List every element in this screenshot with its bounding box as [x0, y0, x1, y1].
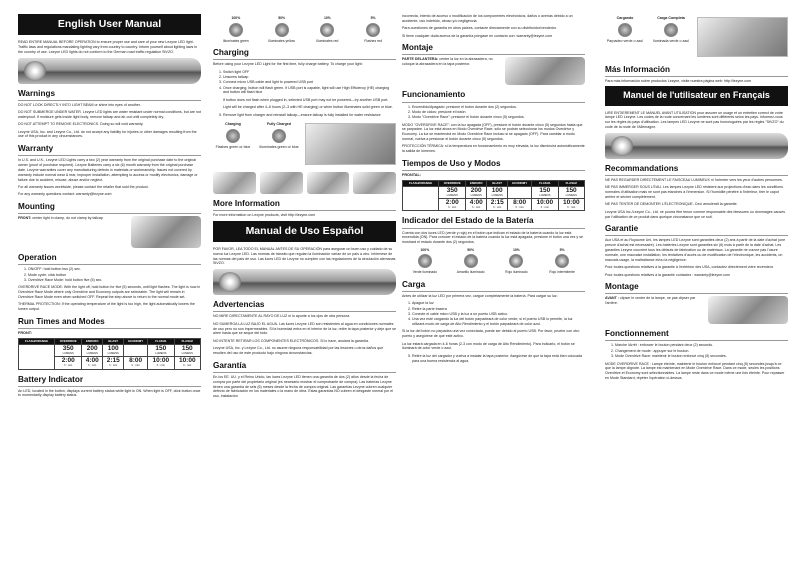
montaje-block — [402, 57, 585, 85]
carga-step: 4. Una vez esté cargando la luz del botón parpadeará de color verde; si el puerto USB lo permite, la luz utilizará modo de carga de Alto Rendimiento y el botón parpadeará de color azul. — [412, 317, 585, 327]
time-value: 8:00 — [513, 198, 527, 206]
mode-cell: OVERDRIVE — [55, 339, 82, 345]
light-50: 50% Illuminates yellow — [268, 16, 295, 43]
led-icon — [275, 23, 289, 37]
charged-state: Illuminates green or blue — [259, 144, 299, 149]
mode-cell: OVERDRIVE — [439, 181, 466, 187]
charging-step: 4. Once charging, button will flash green. If USB port is capable, light will use High Efficiency (HE) charging and button will flash blue — [223, 86, 396, 96]
mode-cell: FLASH/ORANGE — [403, 181, 439, 187]
mounting-heading: Mounting — [18, 201, 201, 214]
led-icon — [418, 254, 432, 268]
func-overdrive: MODO "OVERDRIVE RACE": con la luz apagada (OFF), presione el botón durante cinco (5) segundos hasta que se parpadee. La luz está ahora en Modo Overdrive Race, sólo se podrán seleccionar los modos Overdrive y Economy. La luz se mantendrá en Modo Overdrive Race incluso si se apagado (OFF). Para cambiar a modo normal, vuelva a presionar el botón durante cinco (5) segundos. — [402, 122, 583, 142]
recommandation: NE PAS IMMERGER SOUS L'EAU. Les lampes Lezyne LED résistent aux projections d'eau dans les conditions normales d'utilisation mais ne sont pas étanches à l'immersion. Si l'humidité pénètre à l'intérieur, tirer le capot arrière et sécher complètement. — [605, 185, 783, 200]
time-value: 8:00 — [129, 356, 143, 364]
charging-heading: Charging — [213, 47, 396, 60]
led-icon — [366, 23, 380, 37]
montaje-heading: Montaje — [402, 42, 585, 55]
time-value: 10:00 — [152, 356, 170, 364]
indicador-heading: Indicador del Estado de la Batería — [402, 215, 585, 228]
time-value: 10:00 — [178, 356, 196, 364]
light-illustration — [213, 269, 396, 295]
warning-2: DO NOT SUBMERGE UNDER WATER. Lezyne LED lights are water resistant under normal conditions, but are not waterproof. If moisture gets inside light body, remove tailcap and air-out until completely dry. — [18, 110, 201, 119]
tiempos-table — [402, 180, 585, 211]
montaje-label: PARTE DELANTERA: — [402, 57, 439, 62]
light-5: 5% Flashes red — [364, 16, 382, 43]
lumen-value: 200 — [470, 186, 482, 194]
time-unit: h : min — [109, 364, 118, 368]
mounting-block — [18, 216, 201, 248]
luz-50: 50% Amarillo iluminado — [456, 247, 485, 275]
lumen-value: 150 — [181, 344, 193, 352]
led-icon — [618, 23, 632, 37]
charging-state: Flashes green or blue — [215, 144, 251, 149]
charging-steps-2 — [223, 113, 396, 118]
warning-3: DO NOT ATTEMPT TO REMOVE ELECTRONICS. Doing so will void warranty. — [18, 122, 144, 127]
charging-intro: Before using your Lezyne LED Light for the first time, fully charge battery. To charge your light: — [213, 62, 363, 67]
column-four — [605, 14, 788, 383]
luz-5: 5% Rojo intermitente — [549, 247, 575, 275]
charging-step: 3. Connect micro USB cable and light to powered USB port — [223, 80, 396, 85]
led-icon — [464, 254, 478, 268]
operation-heading: Operation — [18, 252, 201, 265]
mode-cell: FLASH2 — [558, 181, 584, 187]
battery-lights-en — [213, 16, 396, 43]
strap-illustrations — [213, 172, 396, 194]
funcionamiento-heading: Funcionamiento — [402, 89, 585, 102]
mode-cell: ENDURO — [466, 181, 487, 187]
flash-cell — [403, 187, 439, 211]
lumen-value: 150 — [539, 186, 551, 194]
charging-label: Charging — [225, 121, 241, 126]
mount-front-text: center light in clamp, do not clamp by tailcap — [32, 216, 103, 221]
montage-block — [605, 296, 788, 324]
time-unit: h : min — [472, 206, 481, 210]
thermal-text: THERMAL PROTECTION: If the operating temperature of the light is too high, the light automatically lowers the lumen output. — [18, 302, 195, 312]
lumen-unit: LUMENS — [539, 194, 551, 198]
operation-steps — [28, 267, 201, 283]
warnings-heading: Warnings — [18, 88, 201, 101]
montage-illustration — [708, 296, 788, 324]
english-column — [18, 14, 201, 401]
led-icon — [320, 23, 334, 37]
mount-front-label: FRONT: — [18, 216, 32, 221]
column-three — [402, 14, 585, 366]
time-unit: h : min — [131, 364, 140, 368]
mode-cell: BLAST — [103, 339, 124, 345]
strap-image — [213, 172, 256, 194]
mode-cell: ECONOMY — [508, 181, 532, 187]
time-value: 2:00 — [445, 198, 459, 206]
completa-state: Iluminada verde o azul — [652, 38, 690, 43]
fonctionnement-heading: Fonctionnement — [605, 328, 788, 341]
carga-intro: Antes de utilizar la luz LED por primera vez, cargue completamente la batería. Para cargar su luz: — [402, 293, 558, 298]
light-illustration — [605, 133, 788, 159]
operation-step: 2. Mode cycle: click button — [28, 273, 201, 278]
lumen-value: 200 — [86, 344, 98, 352]
func-step: 1. Encendido/Apagado: presione el botón durante dos (2) segundos. — [412, 105, 585, 110]
time-unit: h : min — [567, 206, 576, 210]
runtimes-table — [18, 338, 201, 369]
lumen-value: 150 — [155, 344, 167, 352]
lumen-unit: LUMENS — [155, 352, 167, 356]
charging-step: 5. Remove light from charger and reinstall tailcap—ensure tailcap is fully installed for water resistance — [223, 113, 396, 118]
cargando-state: Parpadeo verde o azul — [606, 38, 644, 43]
warranty-heading: Warranty — [18, 143, 201, 156]
garantia-heading: Garantía — [213, 360, 396, 373]
tiempos-heading: Tiempos de Uso y Modos — [402, 158, 585, 171]
advertencias-heading: Advertencias — [213, 299, 396, 312]
spanish-title: Manual de Uso Español — [213, 221, 396, 242]
strap-image — [260, 172, 303, 194]
garantie-3: Pour toutes questions relatives à la garantie contactez : warranty@lezyne.com — [605, 272, 730, 277]
carga-steps-2 — [412, 354, 585, 364]
luz-100: 100% Verde iluminado — [412, 247, 438, 275]
lumen-unit: LUMENS — [491, 194, 503, 198]
mode-cell: FLASH1 — [148, 339, 174, 345]
operation-step: 1. ON/OFF: hold button two (2) sec. — [28, 267, 201, 272]
french-title: Manuel de l'utilisateur en Français — [605, 86, 788, 105]
lumen-unit: LUMENS — [62, 352, 74, 356]
func-step: 2. Modo de ciclos: presione el botón — [412, 110, 585, 115]
charging-note-2: Light will be charged after 4–6 hours (2–3 with HE charging) or when button illuminates solid green or blue. — [223, 105, 393, 110]
light-100: 100% Illuminates green — [222, 16, 249, 43]
lumen-unit: LUMENS — [565, 194, 577, 198]
carga-note-1: Si la luz del botón no parpadea una vez conectada, puede ser debido al puerto USB. Por favor, pruebe con otro puerto y asegúrese de que esté activo. — [402, 329, 580, 339]
lumen-unit: LUMENS — [470, 194, 482, 198]
battery-text: An LED, located in the button, displays current battery status while light is ON. When light is OFF, click button once to momentarily display battery status. — [18, 388, 201, 398]
french-intro: LIRE ENTIEREMENT LE MANUEL AVANT UTILISATION pour assurer un usage et un entretien correct de votre lampe LED Lezyne. Les codes de la route concernant les lumières sont différents selon les pays. Informez-vous sur les règles du pays d'utilisation. Les lampes LED Lezyne ne sont pas homologuées par les règles "StVZO" du code de la route de l'Allemagne. — [605, 110, 784, 130]
time-value: 2:15 — [490, 198, 504, 206]
more-info-text: For more information on Lezyne products, visit http://lezyne.com — [213, 212, 316, 217]
recommandation: NE PAS TENTER DE DEMONTER L'ÉLECTRONIQUE. Ceci annulerait la garantie. — [605, 202, 738, 207]
completa-label: Carga Completa — [657, 16, 685, 20]
time-value: 2:15 — [106, 356, 120, 364]
garantia-1: En los EE. UU. y el Reino Unido, las luces Lezyne LED tienen una garantía de dos (2) años desde la fecha de compra por parte del propietario original (es necesario mostrar el comprobante de compra). Las baterías Lezyne tienen una garantía de seis (6) meses desde la fecha de compra original. Las garantías Lezyne cubren cualquier defecto de fabricación en los materiales o la mano de obra. Estas garantías NO cubren el desgaste normal por el uso, instalación — [213, 374, 393, 399]
time-unit: h : min — [493, 206, 502, 210]
montage-label: AVANT : — [605, 296, 620, 301]
fonc-step: 2. Changement de mode : appuyer sur le bouton. — [615, 349, 788, 354]
warranty-1: In U.S. and U.K., Lezyne LED Lights carry a two (2) year warranty from the original purchase date to the original owner (proof of purchase required). Lezyne Batteries carry a six (6) month warranty from the original purchase date. Lezyne warranties cover any manufacturing defects in materials or workmanship. Issues not covered by warranty include normal wear & tear, improper installation, attempting to access or modify electronics, damage or failure due to accident, misuse, abuse and/or neglect. — [18, 158, 198, 182]
led-icon — [664, 23, 678, 37]
montaje-illustration — [505, 57, 585, 85]
time-unit: h : min — [88, 364, 97, 368]
fonctionnement-steps — [615, 343, 788, 359]
strap-image — [353, 172, 396, 194]
mode-cell: ENDURO — [82, 339, 103, 345]
lumen-value: 350 — [446, 186, 458, 194]
fonc-step: 3. Mode Overdrive Race: maintenir le bouton enfoncé cinq (5) secondes. — [615, 354, 788, 359]
time-value: 10:00 — [562, 198, 580, 206]
spanish-intro: POR FAVOR, LEA TODO EL MANUAL ANTES DE SU OPERACIÓN para asegurar un buen uso y cuidado de su nueva luz Lezyne LED. Las normas de tránsito que regulan la iluminación varían de un país a otro. Infórmese de las normas del país de uso. Las luces LED de Lezyne no cumplen con las regulaciones de la circulación alemanas StVZO. — [213, 246, 396, 266]
mount-illustration — [131, 216, 201, 248]
advertencia: Lezyne USA, Inc. y Lezyne Co., Ltd. no asume ninguna responsabilidad por las lesiones u otros daños que resulten del uso de este producto bajo ninguna circunstancias. — [213, 346, 384, 355]
garantia-3: Para cuestiones de garantía en otros países, contacte directamente con su distribuidor/vendedor. — [402, 26, 557, 31]
led-icon — [226, 129, 240, 143]
time-unit: h : min — [64, 364, 73, 368]
carga-illustrations — [605, 14, 788, 60]
time-value: 10:00 — [536, 198, 554, 206]
time-unit: h : min — [515, 206, 524, 210]
lumen-value: 350 — [62, 344, 74, 352]
tiempos-front-label: FRONTAL: — [402, 173, 422, 178]
garantia-4: Si tiene cualquier duda acerca de la garantía póngase en contacto con: warranty@lezyne.com — [402, 33, 553, 38]
flash-cell — [19, 345, 55, 369]
func-step: 3. Modo "Overdrive Race": presione el botón durante cinco (5) segundos. — [412, 115, 585, 120]
english-title: English User Manual — [18, 14, 201, 35]
lumen-value: 100 — [491, 186, 503, 194]
carga-step: 5. Retire la luz del cargador y vuelva a instalar la tapa posterior. Asegúrese de que la tapa está bien colocada para una buena resistencia al agua. — [412, 354, 585, 364]
mode-cell: FLASH/ORANGE — [19, 339, 55, 345]
func-thermal: PROTECCIÓN TÉRMICA: si la temperatura en funcionamiento es muy elevada, la luz disminuirá automáticamente la salida de lúmenes. — [402, 144, 585, 154]
empty-cell — [124, 345, 148, 357]
time-unit: h : min — [448, 206, 457, 210]
mas-info-heading: Más Información — [605, 64, 788, 77]
usb-charging-photo — [305, 123, 396, 165]
operation-step: 3. Overdrive Race Mode: hold button five (5) sec. — [28, 278, 201, 283]
garantie-2: Pour toutes questions relatives à la garantie à l'extérieur des USA, contactez directement votre revendeur. — [605, 265, 774, 270]
runtimes-heading: Run Times and Modes — [18, 316, 201, 329]
english-intro: READ ENTIRE MANUAL BEFORE OPERATION to ensure proper use and care of your new Lezyne LED light. Traffic laws and regulations mandating lighting vary from country to country. Inform yourself about lighting laws in the country of use. Lezyne LED lights do not conform to the German road traffic regulation StVZO. — [18, 40, 198, 54]
fonc-overdrive: MODE OVERDRIVE RACE : Lampe éteinte, maintenir le bouton enfoncé pendant cinq (5) secondes jusqu'à ce que la lampe clignote. La lampe est maintenant en Mode Overdrive Race. Dans ce mode, seules les positions Overdrive et Economy sont sélectionnables. La lampe reste dans ce mode même une fois éteinte. Pour repasser en Mode Standard, répéter l'opération ci-dessus. — [605, 361, 785, 381]
column-two — [213, 14, 396, 402]
lumen-unit: LUMENS — [86, 352, 98, 356]
light-10: 10% Illuminates red — [316, 16, 339, 43]
overdrive-text: OVERDRIVE RACE MODE: With the light off, hold button for five (5) seconds, until light flashes. The light is now in Overdrive Race Mode where only Overdrive and Economy outputs are selectable. The light will remain in Overdrive Race Mode even when switched OFF. Repeat the step above to return to the normal mode set. — [18, 285, 201, 300]
charge-states — [213, 122, 299, 150]
charging-note-1: If button does not flash when plugged in, selected USB port may not be powered—try another USB port. — [223, 97, 389, 102]
time-value: 4:00 — [469, 198, 483, 206]
indicador-text: Cuenta con dos luces LED (verde y roja) en el botón que indican el estado de la batería cuando la luz está encendida (ON). Para conocer el estado de la batería cuando la luz está apagada, presione el botón una vez y se mostrará el estado durante dos (2) segundos. — [402, 230, 584, 245]
advertencia: NO MIRE DIRECTAMENTE AL RAYO DE LUZ ni lo apunte a los ojos de otra persona. — [213, 314, 351, 319]
battery-lights-es — [402, 248, 585, 275]
recommandations-heading: Recommandations — [605, 163, 788, 176]
recommandation: Lezyne USA Inc./Lezyne Co., Ltd. ne pourra être tenue comme responsable des blessures ou dommages causés par l'utilisation de ce produit dans quelque circonstance que ce soit. — [605, 209, 785, 219]
mode-cell: ECONOMY — [124, 339, 148, 345]
lumen-unit: LUMENS — [446, 194, 458, 198]
battery-heading: Battery Indicator — [18, 374, 201, 387]
montage-text: clipser le centre de la lampe, ne pas clipser par l'arrière. — [605, 296, 696, 306]
garantie-heading: Garantie — [605, 223, 788, 236]
advertencia: NO SUMERGA LA LUZ BAJO EL AGUA. Las luces Lezyne LED son resistentes al agua en condiciones normales de uso pero no son impermeables. Si la humedad entra en el interior de la luz, retire la tapa posterior y deje que se airee hasta que se seque del todo. — [213, 321, 396, 336]
warning-1: DO NOT LOOK DIRECTLY INTO LIGHT BEAM or shine into eyes of another. — [18, 102, 141, 107]
time-unit: h : min — [156, 364, 165, 368]
warranty-3: For any warranty questions contact: warranty@lezyne.com — [18, 192, 112, 197]
charging-step: 2. Unscrew tailcap — [223, 75, 396, 80]
time-unit: h : min — [540, 206, 549, 210]
mas-info-text: Para más información sobre productos Lezyne, visite nuestra página web: http://lezyne.com — [605, 79, 752, 84]
montaje-text: centre la luz en la abrazadera, no coloque la abrazadera en la tapa posterior. — [402, 57, 493, 67]
warning-4: Lezyne USA, Inc. and Lezyne Co., Ltd. do not accept any liability for injuries or other damages resulting from the use of this product in any circumstances. — [18, 129, 197, 139]
carga-steps — [412, 301, 585, 327]
time-value: 2:00 — [61, 356, 75, 364]
charged-label: Fully Charged — [267, 121, 291, 126]
lumen-value: 100 — [107, 344, 119, 352]
led-icon — [509, 254, 523, 268]
carga-step: 2. Retire la parte trasera — [412, 307, 585, 312]
time-value: 4:00 — [85, 356, 99, 364]
carga-states — [605, 16, 691, 44]
time-unit: h : min — [183, 364, 192, 368]
mode-cell: FLASH1 — [532, 181, 558, 187]
carga-note-2: La luz estará cargada en 4-6 horas (2-3 con modo de carga de Alto Rendimiento). Para indicarlo, el botón se iluminará de color verde o azul. — [402, 341, 575, 351]
lumen-unit: LUMENS — [181, 352, 193, 356]
luz-10: 10% Rojo iluminado — [505, 247, 528, 275]
fonc-step: 1. Marche /Arrêt : enfoncer le bouton pendant deux (2) seconds. — [615, 343, 788, 348]
cargando-label: Cargando — [616, 16, 634, 20]
carga-heading: Carga — [402, 279, 585, 292]
strap-image — [307, 172, 350, 194]
led-icon — [272, 129, 286, 143]
empty-cell — [508, 187, 532, 199]
lumen-value: 150 — [565, 186, 577, 194]
mode-cell: BLAST — [487, 181, 508, 187]
charging-steps — [223, 70, 396, 96]
garantie-1: Aux USA et au Royaume Uni, les lampes LED Lezyne sont garanties deux (2) ans à partir de la date d'achat (une preuve d'achat est nécessaire). Les batteries Lezyne sont garanties six (6) mois à partir de la date d'achat. Les garanties Lezyne couvrent tous les défauts de fabrication ou de matériaux. La garantie ne couvre pas l'usure normale, une mauvaise installation, les tentatives d'accès ou de modification de l'électronique, les accidents, un mauvais usage, la maltraitance et/ou la négligence. — [605, 238, 786, 262]
usb-charging-photo — [697, 17, 788, 57]
mode-cell: FLASH2 — [174, 339, 200, 345]
carga-step: 1. Apague la luz — [412, 301, 585, 306]
led-icon — [229, 23, 243, 37]
garantia-2: incorrecta, intento de acceso o modificación de los componentes electrónicos, daños o averías debido a un accidente, uso indebido, abuso y/o negligencia. — [402, 14, 573, 23]
runtimes-front-label: FRONT: — [18, 331, 32, 336]
charging-illustrations — [213, 120, 396, 168]
warranty-2: For all warranty issues worldwide, please contact the retailer that sold the product. — [18, 185, 149, 190]
advertencia: NO INTENTE RETIRAR LOS COMPONENTES ELECTRÓNICOS. Si lo hace, anulará la garantía. — [213, 338, 369, 343]
carga-step: 3. Conecte el cable micro USB y la luz a un puerto USB activo. — [412, 312, 585, 317]
funcionamiento-steps — [412, 105, 585, 121]
led-icon — [555, 254, 569, 268]
lumen-unit: LUMENS — [107, 352, 119, 356]
recommandation: NE PAS REGARDER DIRECTEMENT LE FAISCEAU LUMINEUX ni l'orienter vers les yeux d'autres personnes. — [605, 177, 783, 182]
montage-heading: Montage — [605, 281, 788, 294]
charging-step: 1. Switch light OFF — [223, 70, 396, 75]
light-illustration — [18, 58, 201, 84]
more-info-heading: More Information — [213, 198, 396, 211]
